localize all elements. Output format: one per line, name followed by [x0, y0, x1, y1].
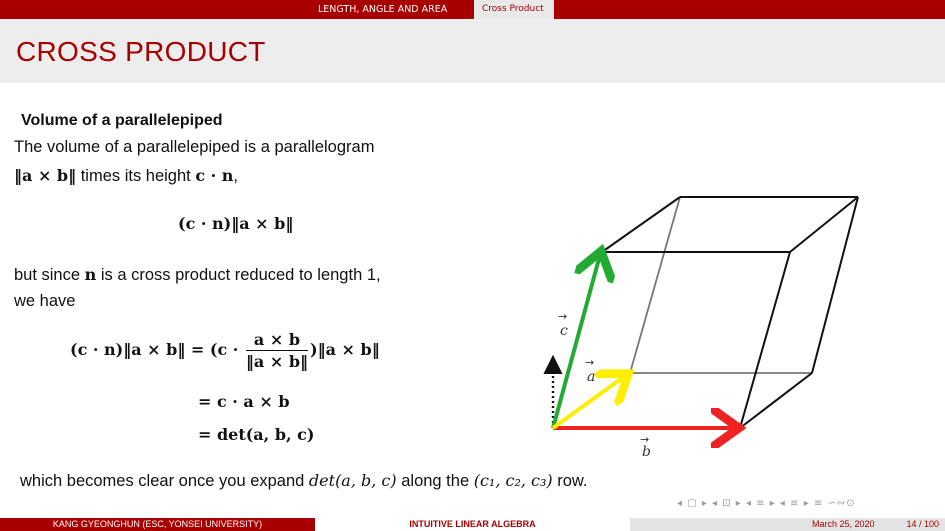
slide-title: CROSS PRODUCT	[16, 36, 266, 67]
footer-date: March 25, 2020	[812, 519, 875, 529]
edge	[740, 373, 812, 428]
paragraph-text: is a cross product reduced to length 1,	[96, 266, 381, 284]
fraction-numerator: a × b	[246, 330, 308, 351]
equation-4: = det(a, b, c)	[198, 425, 315, 444]
math-row: (c₁, c₂, c₃)	[473, 471, 553, 490]
paragraph-text: ,	[233, 167, 239, 185]
edge	[812, 197, 858, 373]
vector-b-arrowhead: →	[640, 433, 650, 446]
vector-b-label: b	[642, 444, 651, 460]
edge	[602, 197, 680, 252]
edge	[790, 197, 858, 252]
subsection-link[interactable]: Cross Product	[474, 0, 554, 19]
math-norm-axb: ‖a × b‖	[14, 166, 77, 185]
paragraph-line: The volume of a parallelepiped is a parallelogram	[14, 138, 375, 156]
footer-page-number: 14 / 100	[906, 519, 939, 529]
footer-course: INTUITIVE LINEAR ALGEBRA	[315, 518, 630, 531]
vector-a-label: a	[587, 369, 596, 385]
math-det: det(a, b, c)	[308, 471, 397, 490]
equation-1: (c · n)‖a × b‖	[178, 214, 294, 233]
paragraph-text: times its height	[76, 167, 196, 185]
section-link[interactable]: LENGTH, ANGLE AND AREA	[318, 4, 448, 15]
block-heading: Volume of a parallelepiped	[21, 112, 223, 129]
hidden-edge	[630, 197, 680, 373]
paragraph-text: but since	[14, 266, 85, 284]
footer-right	[630, 518, 945, 531]
vector-c-arrow	[553, 255, 600, 428]
paragraph-text: which becomes clear once you expand	[20, 472, 309, 490]
footer	[0, 518, 945, 531]
footer-author: KANG GYEONGHUN (ESC, YONSEI UNIVERSITY)	[0, 518, 315, 531]
math-n: n	[84, 265, 97, 284]
vector-c-arrowhead: →	[558, 310, 568, 323]
equation-3: = c · a × b	[198, 392, 290, 411]
paragraph-line: we have	[14, 292, 76, 310]
fraction-denominator: ‖a × b‖	[245, 352, 309, 371]
vector-a-arrowhead: →	[585, 356, 595, 369]
beamer-navigation-symbols[interactable]: ◂ ▢ ▸ ◂ ⊡ ▸ ◂ ≡ ▸ ◂ ≡ ▸ ≡ ∽∾⊙	[677, 498, 856, 509]
math-c-dot-n: c · n	[195, 166, 234, 185]
paragraph-text: along the	[396, 472, 474, 490]
edge	[740, 252, 790, 428]
equation-2-tail: )‖a × b‖	[310, 340, 380, 359]
vector-c-label: c	[560, 323, 568, 339]
paragraph-text: row.	[552, 472, 588, 490]
equation-2-lhs: (c · n)‖a × b‖ = (c ·	[70, 340, 244, 359]
